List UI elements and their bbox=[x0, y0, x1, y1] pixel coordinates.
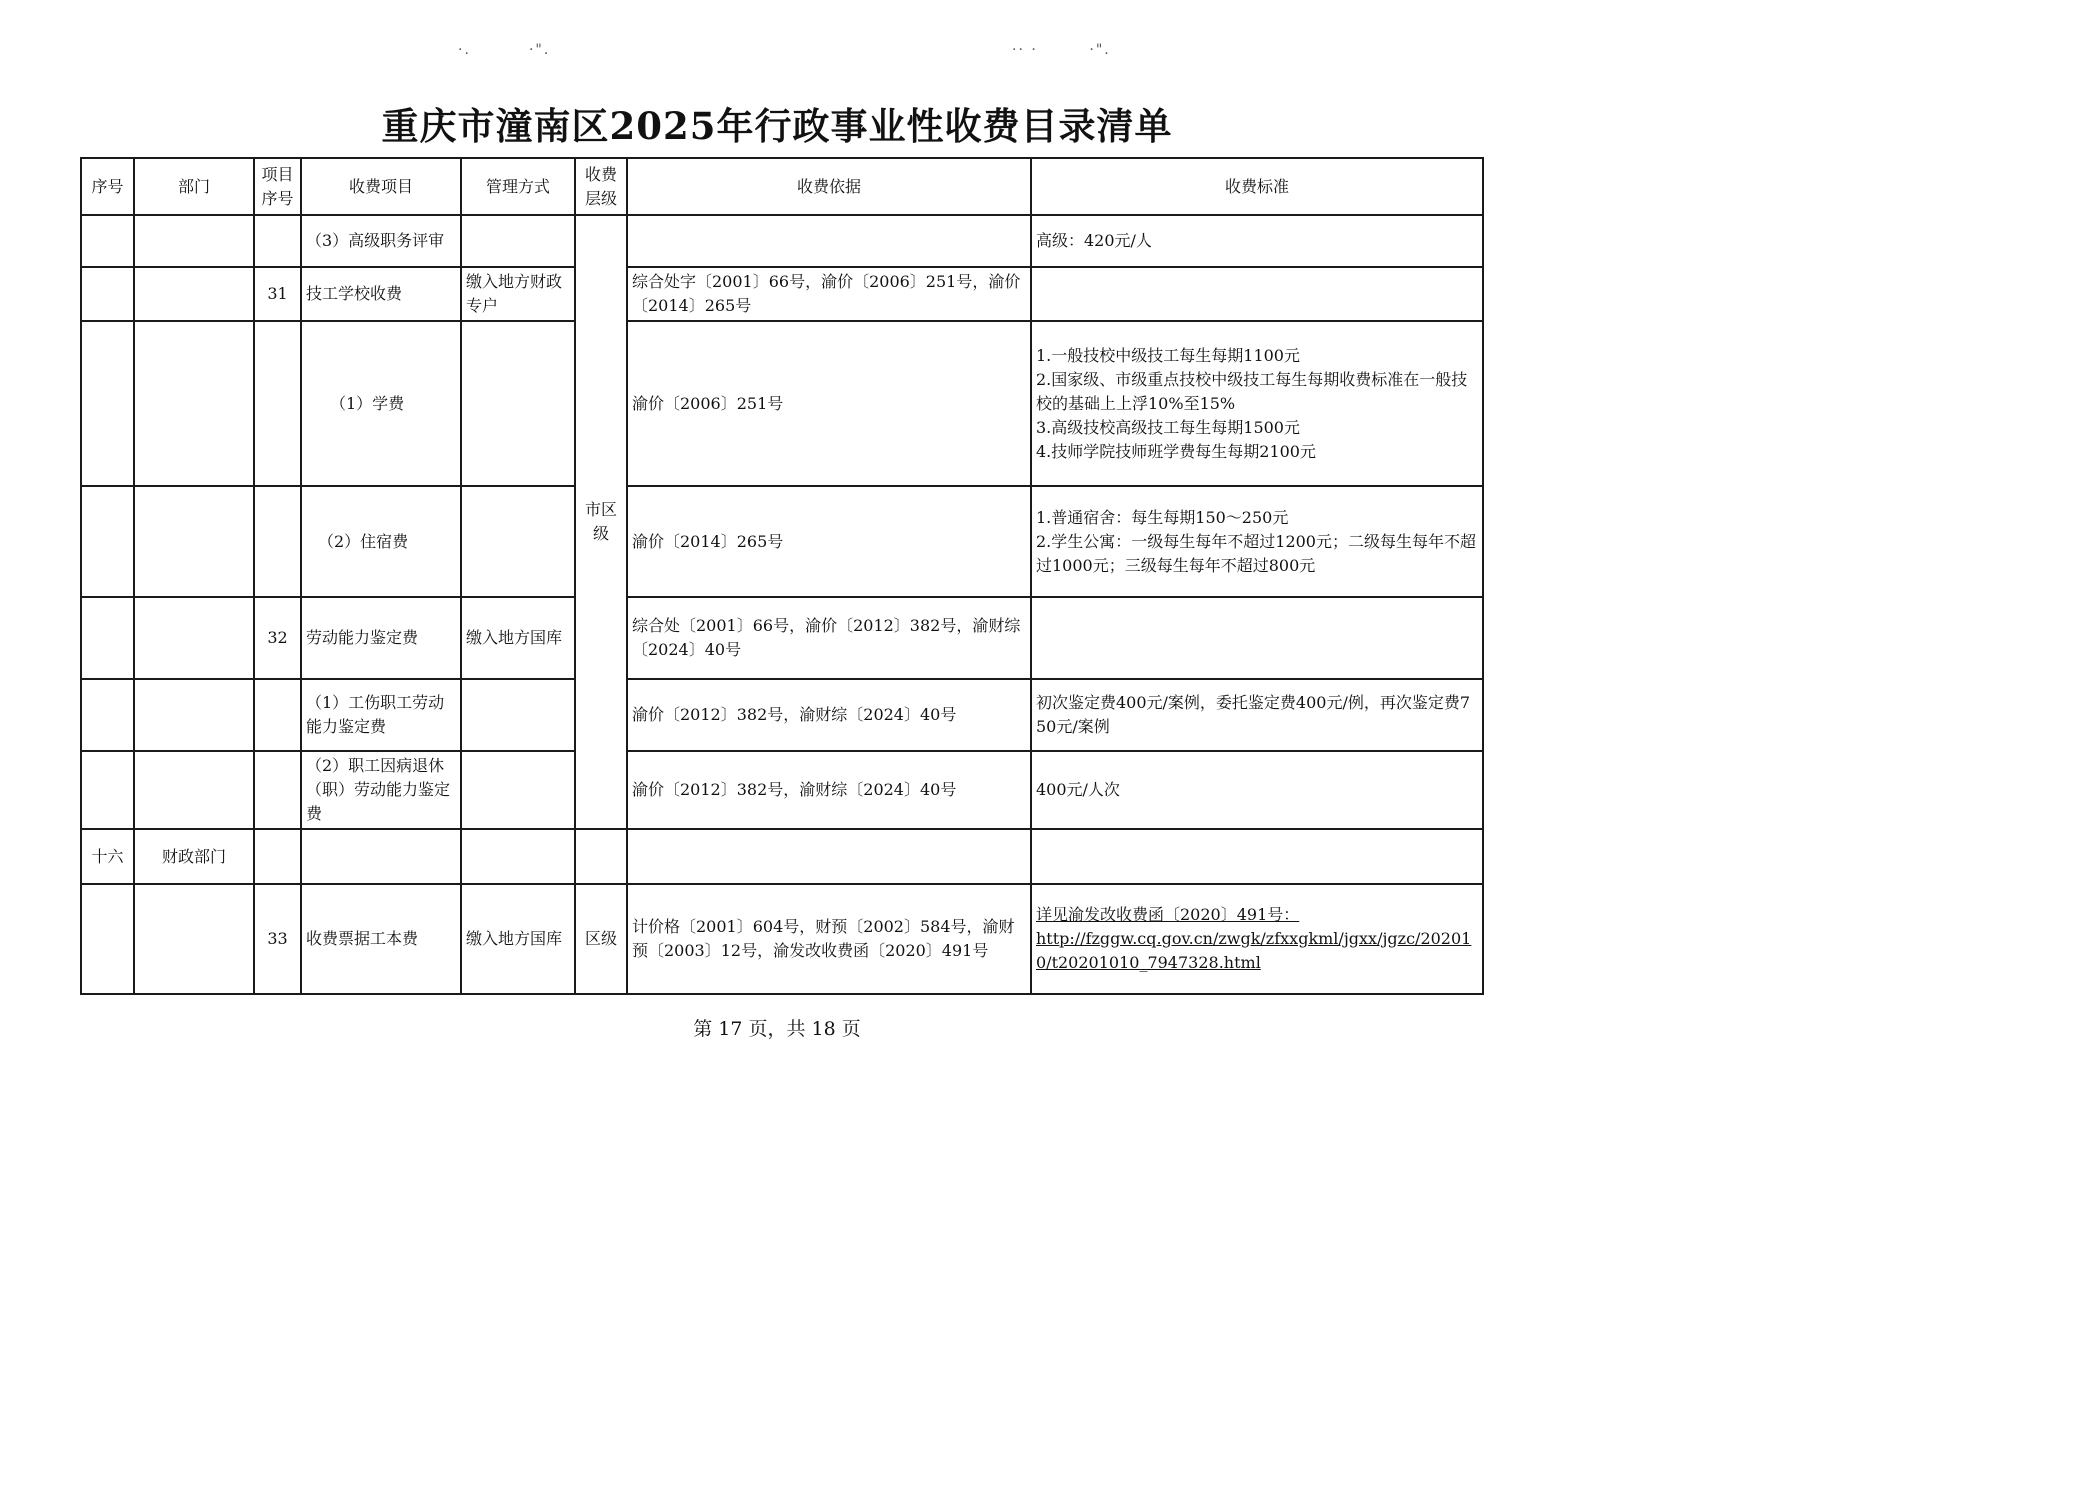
standard-line: 4.技师学院技师班学费每生每期2100元 bbox=[1036, 441, 1316, 461]
cell-mgmt: 缴入地方财政专户 bbox=[461, 267, 575, 321]
table-row bbox=[81, 215, 1483, 267]
cell-mgmt bbox=[461, 321, 575, 486]
empty-cell bbox=[575, 829, 627, 884]
header-level: 收费层级 bbox=[575, 158, 627, 215]
table-header-row bbox=[81, 158, 1483, 215]
standard-line: 高级：420元/人 bbox=[1036, 231, 1152, 250]
standard-line: 2.国家级、市级重点技校中级技工每生每期收费标准在一般技校的基础上上浮10%至15% bbox=[1036, 369, 1468, 413]
header-item-no: 项目序号 bbox=[254, 158, 301, 215]
cell-level: 区级 bbox=[575, 884, 627, 994]
header-seq: 序号 bbox=[81, 158, 134, 215]
header-dept: 部门 bbox=[134, 158, 254, 215]
empty-cell bbox=[301, 829, 461, 884]
cell-item: （2）职工因病退休（职）劳动能力鉴定费 bbox=[301, 751, 461, 829]
cell-dept bbox=[134, 751, 254, 829]
cell-seq bbox=[81, 679, 134, 751]
cell-seq bbox=[81, 267, 134, 321]
table-row bbox=[81, 267, 1483, 321]
empty-cell bbox=[461, 829, 575, 884]
cell-dept bbox=[134, 884, 254, 994]
cell-dept bbox=[134, 486, 254, 597]
cell-item: 收费票据工本费 bbox=[301, 884, 461, 994]
section-dept: 财政部门 bbox=[134, 829, 254, 884]
scan-speck: ·· · ·". bbox=[1012, 42, 1111, 58]
cell-mgmt: 缴入地方国库 bbox=[461, 884, 575, 994]
cell-mgmt bbox=[461, 679, 575, 751]
standard-line: 2.学生公寓：一级每生每年不超过1200元；二级每生每年不超过1000元；三级每生每年不超过800元 bbox=[1036, 531, 1476, 575]
cell-item: （3）高级职务评审 bbox=[301, 215, 461, 267]
cell-seq bbox=[81, 884, 134, 994]
cell-item-no bbox=[254, 321, 301, 486]
cell-dept bbox=[134, 597, 254, 679]
cell-basis: 计价格〔2001〕604号，财预〔2002〕584号，渝财预〔2003〕12号，渝发改收费函〔2020〕491号 bbox=[627, 884, 1031, 994]
table-row bbox=[81, 486, 1483, 597]
empty-cell bbox=[627, 829, 1031, 884]
cell-basis: 综合处字〔2001〕66号，渝价〔2006〕251号，渝价〔2014〕265号 bbox=[627, 267, 1031, 321]
cell-seq bbox=[81, 597, 134, 679]
cell-dept bbox=[134, 321, 254, 486]
cell-standard bbox=[1031, 267, 1483, 321]
cell-standard bbox=[1031, 751, 1483, 829]
cell-basis: 渝价〔2012〕382号，渝财综〔2024〕40号 bbox=[627, 751, 1031, 829]
cell-item-no bbox=[254, 751, 301, 829]
standard-url-link[interactable]: http://fzggw.cq.gov.cn/zwgk/zfxxgkml/jgxx/jgzc/202010/t20201010_7947328.html bbox=[1036, 929, 1472, 972]
cell-basis bbox=[627, 215, 1031, 267]
cell-item-no: 32 bbox=[254, 597, 301, 679]
table-row bbox=[81, 751, 1483, 829]
header-mgmt: 管理方式 bbox=[461, 158, 575, 215]
cell-seq bbox=[81, 751, 134, 829]
page-footer: 第 17 页，共 18 页 bbox=[693, 1018, 861, 1040]
empty-cell bbox=[254, 829, 301, 884]
scan-speck: ·. ·". bbox=[458, 42, 551, 58]
standard-reference: 详见渝发改收费函〔2020〕491号： bbox=[1036, 905, 1300, 924]
cell-dept bbox=[134, 267, 254, 321]
cell-item: 劳动能力鉴定费 bbox=[301, 597, 461, 679]
cell-standard bbox=[1031, 486, 1483, 597]
table-row bbox=[81, 321, 1483, 486]
cell-standard bbox=[1031, 597, 1483, 679]
cell-standard bbox=[1031, 215, 1483, 267]
standard-line: 1.一般技校中级技工每生每期1100元 bbox=[1036, 345, 1300, 365]
cell-basis: 综合处〔2001〕66号，渝价〔2012〕382号，渝财综〔2024〕40号 bbox=[627, 597, 1031, 679]
cell-basis: 渝价〔2014〕265号 bbox=[627, 486, 1031, 597]
cell-dept bbox=[134, 679, 254, 751]
cell-level-merged: 市区级 bbox=[575, 215, 627, 829]
cell-mgmt bbox=[461, 751, 575, 829]
cell-item-no bbox=[254, 215, 301, 267]
section-row bbox=[81, 829, 1483, 884]
fee-table bbox=[80, 157, 1484, 995]
cell-item-no bbox=[254, 486, 301, 597]
empty-cell bbox=[1031, 829, 1483, 884]
header-basis: 收费依据 bbox=[627, 158, 1031, 215]
cell-standard bbox=[1031, 321, 1483, 486]
cell-item: （2）住宿费 bbox=[301, 486, 461, 597]
header-standard: 收费标准 bbox=[1031, 158, 1483, 215]
cell-dept bbox=[134, 215, 254, 267]
cell-mgmt: 缴入地方国库 bbox=[461, 597, 575, 679]
cell-item: （1）工伤职工劳动能力鉴定费 bbox=[301, 679, 461, 751]
cell-item-no bbox=[254, 679, 301, 751]
standard-line: 1.普通宿舍：每生每期150～250元 bbox=[1036, 507, 1289, 527]
header-item: 收费项目 bbox=[301, 158, 461, 215]
standard-line: 400元/人次 bbox=[1036, 780, 1120, 799]
cell-seq bbox=[81, 486, 134, 597]
cell-standard bbox=[1031, 679, 1483, 751]
standard-line: 初次鉴定费400元/案例，委托鉴定费400元/例，再次鉴定费750元/案例 bbox=[1036, 693, 1471, 736]
section-seq: 十六 bbox=[81, 829, 134, 884]
cell-mgmt bbox=[461, 215, 575, 267]
cell-item-no: 33 bbox=[254, 884, 301, 994]
table-row bbox=[81, 884, 1483, 994]
table-row bbox=[81, 679, 1483, 751]
cell-item-no: 31 bbox=[254, 267, 301, 321]
cell-item: 技工学校收费 bbox=[301, 267, 461, 321]
cell-item: （1）学费 bbox=[301, 321, 461, 486]
cell-basis: 渝价〔2012〕382号，渝财综〔2024〕40号 bbox=[627, 679, 1031, 751]
standard-line: 3.高级技校高级技工每生每期1500元 bbox=[1036, 417, 1300, 437]
cell-basis: 渝价〔2006〕251号 bbox=[627, 321, 1031, 486]
page-title: 重庆市潼南区2025年行政事业性收费目录清单 bbox=[381, 104, 1173, 148]
cell-seq bbox=[81, 321, 134, 486]
cell-standard bbox=[1031, 884, 1483, 994]
table-row bbox=[81, 597, 1483, 679]
cell-seq bbox=[81, 215, 134, 267]
cell-mgmt bbox=[461, 486, 575, 597]
